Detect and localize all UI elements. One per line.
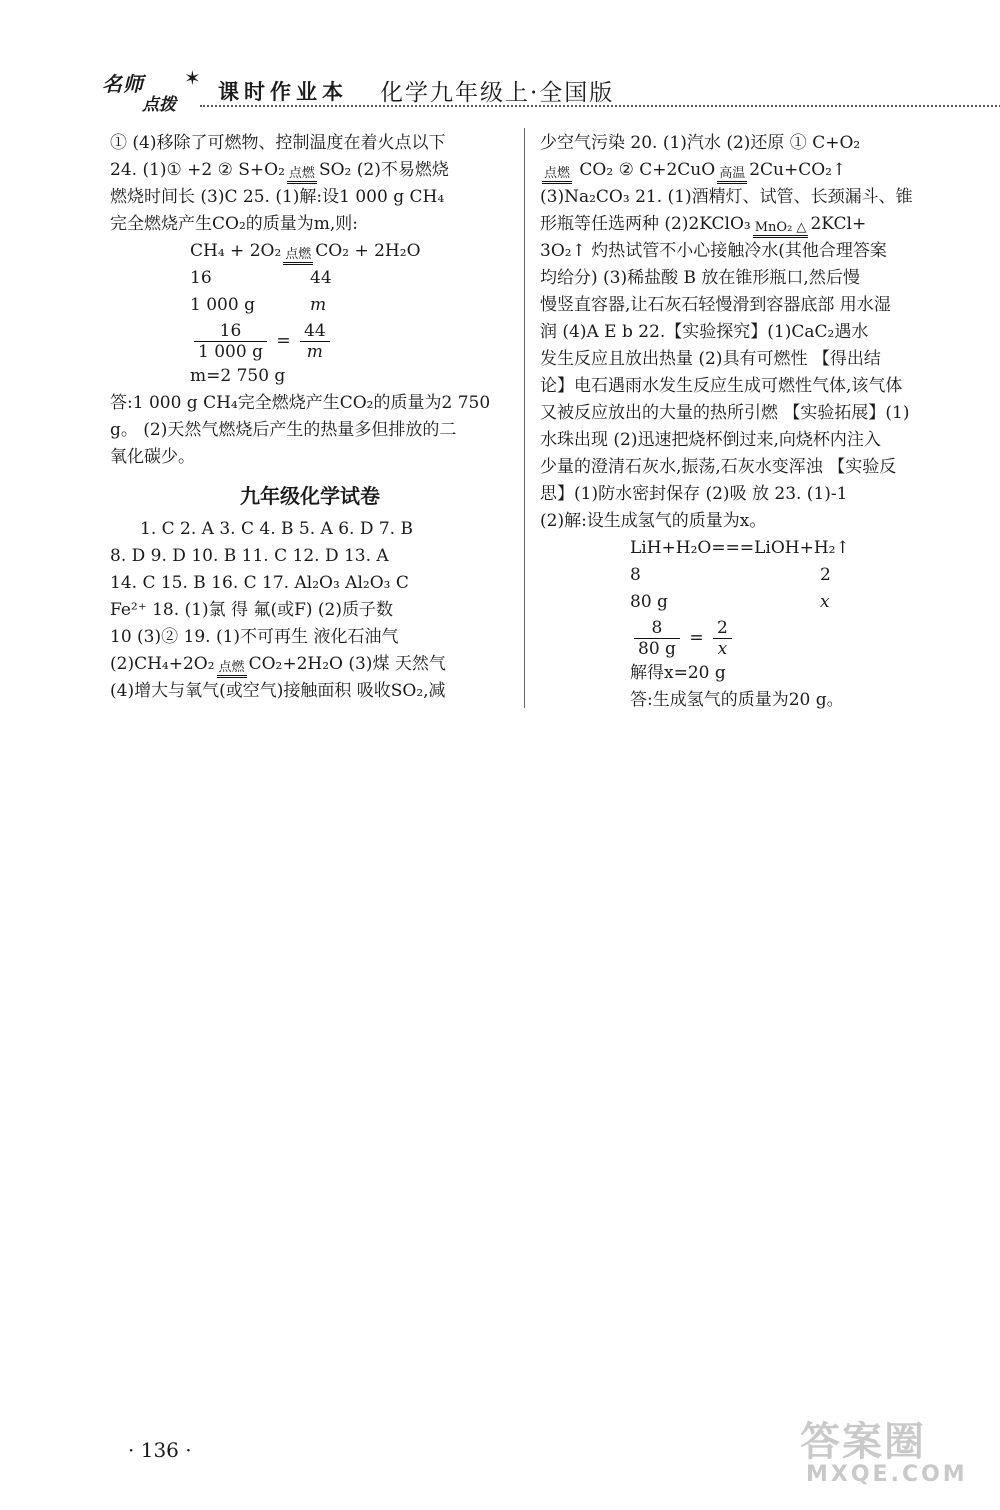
- text-line: 氧化碳少。: [110, 447, 195, 467]
- text-line: 润 (4)A E b 22.【实验探究】(1)CaC₂遇水: [540, 322, 869, 342]
- fraction: $\frac{16}{1 000 g}$: [194, 321, 267, 362]
- text-line: 点燃 CO₂ ② C+2CuO 高温 2Cu+CO₂↑: [540, 157, 948, 184]
- text-line: 均给分) (3)稀盐酸 B 放在锥形瓶口,然后慢: [540, 268, 860, 288]
- text-line: 少空气污染 20. (1)汽水 (2)还原 ① C+O₂: [540, 133, 861, 153]
- answer-line: Fe²⁺ 18. (1)氯 得 氟(或F) (2)质子数: [110, 600, 393, 620]
- text-line: ① (4)移除了可燃物、控制温度在着火点以下: [110, 133, 446, 153]
- reaction-condition: 点燃: [542, 167, 572, 184]
- left-column: [110, 130, 510, 705]
- text-line: 完全燃烧产生CO₂的质量为m,则:: [110, 214, 359, 234]
- reaction-condition: MnO₂ △: [753, 221, 809, 238]
- equation: CH₄ + 2O₂ 点燃 CO₂ + 2H₂O: [110, 238, 510, 265]
- result-line: 解得x=20 g: [630, 663, 726, 683]
- result-line: m=2 750 g: [190, 366, 286, 386]
- text-line: 论】电石遇雨水发生反应生成可燃性气体,该气体: [540, 376, 903, 396]
- mass-row: 80 g x: [630, 592, 830, 612]
- book-subtitle: 化学九年级上·全国版: [380, 80, 615, 106]
- text-line: 少量的澄清石灰水,振荡,石灰水变浑浊 【实验反: [540, 457, 897, 477]
- mass-row: 16 44: [190, 268, 332, 288]
- logo-text-top: 名师: [102, 72, 144, 96]
- book-title: 课时作业本: [218, 79, 348, 104]
- fraction: $\frac{8}{80 g}$: [634, 618, 680, 659]
- text-line: 燃烧时间长 (3)C 25. (1)解:设1 000 g CH₄: [110, 187, 445, 207]
- proportion: $\frac{16}{1 000 g}$ = $\frac{44}{m}$: [110, 319, 510, 363]
- text-line: 又被反应放出的大量的热所引燃 【实验拓展】(1): [540, 403, 910, 423]
- watermark-url: MXQE.COM: [806, 1462, 968, 1487]
- answer-line: (4)增大与氧气(或空气)接触面积 吸收SO₂,减: [110, 681, 446, 701]
- fraction: $\frac{44}{m}$: [300, 321, 330, 362]
- header-dotted-rule: [200, 105, 1000, 107]
- page-header: [80, 60, 960, 115]
- answer-line: 答:生成氢气的质量为20 g。: [630, 690, 844, 710]
- logo-text-bottom: 点拨: [142, 95, 176, 115]
- answer-line: (2)CH₄+2O₂ 点燃 CO₂+2H₂O (3)煤 天然气: [110, 651, 510, 678]
- section-title: 九年级化学试卷: [240, 484, 380, 508]
- text-line: 思】(1)防水密封保存 (2)吸 放 23. (1)-1: [540, 484, 848, 504]
- reaction-condition: 点燃: [283, 248, 313, 265]
- mass-row: 1 000 g m: [190, 295, 327, 315]
- text-line: 形瓶等任选两种 (2)2KClO₃ MnO₂ △ 2KCl+: [540, 211, 948, 238]
- text-line: (3)Na₂CO₃ 21. (1)酒精灯、试管、长颈漏斗、锥: [540, 187, 913, 207]
- mass-row: 8 2: [630, 565, 831, 585]
- text-line: 水珠出现 (2)迅速把烧杯倒过来,向烧杯内注入: [540, 430, 881, 450]
- reaction-condition: 点燃: [287, 167, 317, 184]
- text-line: (2)解:设生成氢气的质量为x。: [540, 511, 767, 531]
- column-divider: [524, 128, 525, 708]
- answer-line: 8. D 9. D 10. B 11. C 12. D 13. A: [110, 546, 389, 566]
- fraction: $\frac{2}{x}$: [713, 618, 732, 659]
- answer-line: 14. C 15. B 16. C 17. Al₂O₃ Al₂O₃ C: [110, 573, 409, 593]
- brand-logo: [102, 66, 202, 115]
- answer-line: 1. C 2. A 3. C 4. B 5. A 6. D 7. B: [140, 519, 413, 539]
- answer-line: 10 (3)② 19. (1)不可再生 液化石油气: [110, 627, 399, 647]
- reaction-condition: 点燃: [217, 661, 247, 678]
- text-line: g。 (2)天然气燃烧后产生的热量多但排放的二: [110, 420, 457, 440]
- text-line: 24. (1)① +2 ② S+O₂ 点燃 SO₂ (2)不易燃烧: [110, 157, 510, 184]
- text-line: 发生反应且放出热量 (2)具有可燃性 【得出结: [540, 349, 881, 369]
- right-column: [540, 130, 948, 714]
- text-line: 3O₂↑ 灼热试管不小心接触冷水(其他合理答案: [540, 241, 887, 261]
- page-number: · 136 ·: [128, 1438, 192, 1462]
- text-line: 慢竖直容器,让石灰石轻慢滑到容器底部 用水湿: [540, 295, 891, 315]
- watermark: [800, 1410, 990, 1490]
- equation: LiH+H₂O===LiOH+H₂↑: [630, 538, 850, 558]
- proportion: $\frac{8}{80 g}$ = $\frac{2}{x}$: [540, 616, 948, 660]
- text-line: 答:1 000 g CH₄完全燃烧产生CO₂的质量为2 750: [110, 393, 491, 413]
- watermark-text: 答案圈: [800, 1418, 926, 1465]
- reaction-condition: 高温: [717, 167, 747, 184]
- sparkle-icon: ✶: [184, 66, 201, 90]
